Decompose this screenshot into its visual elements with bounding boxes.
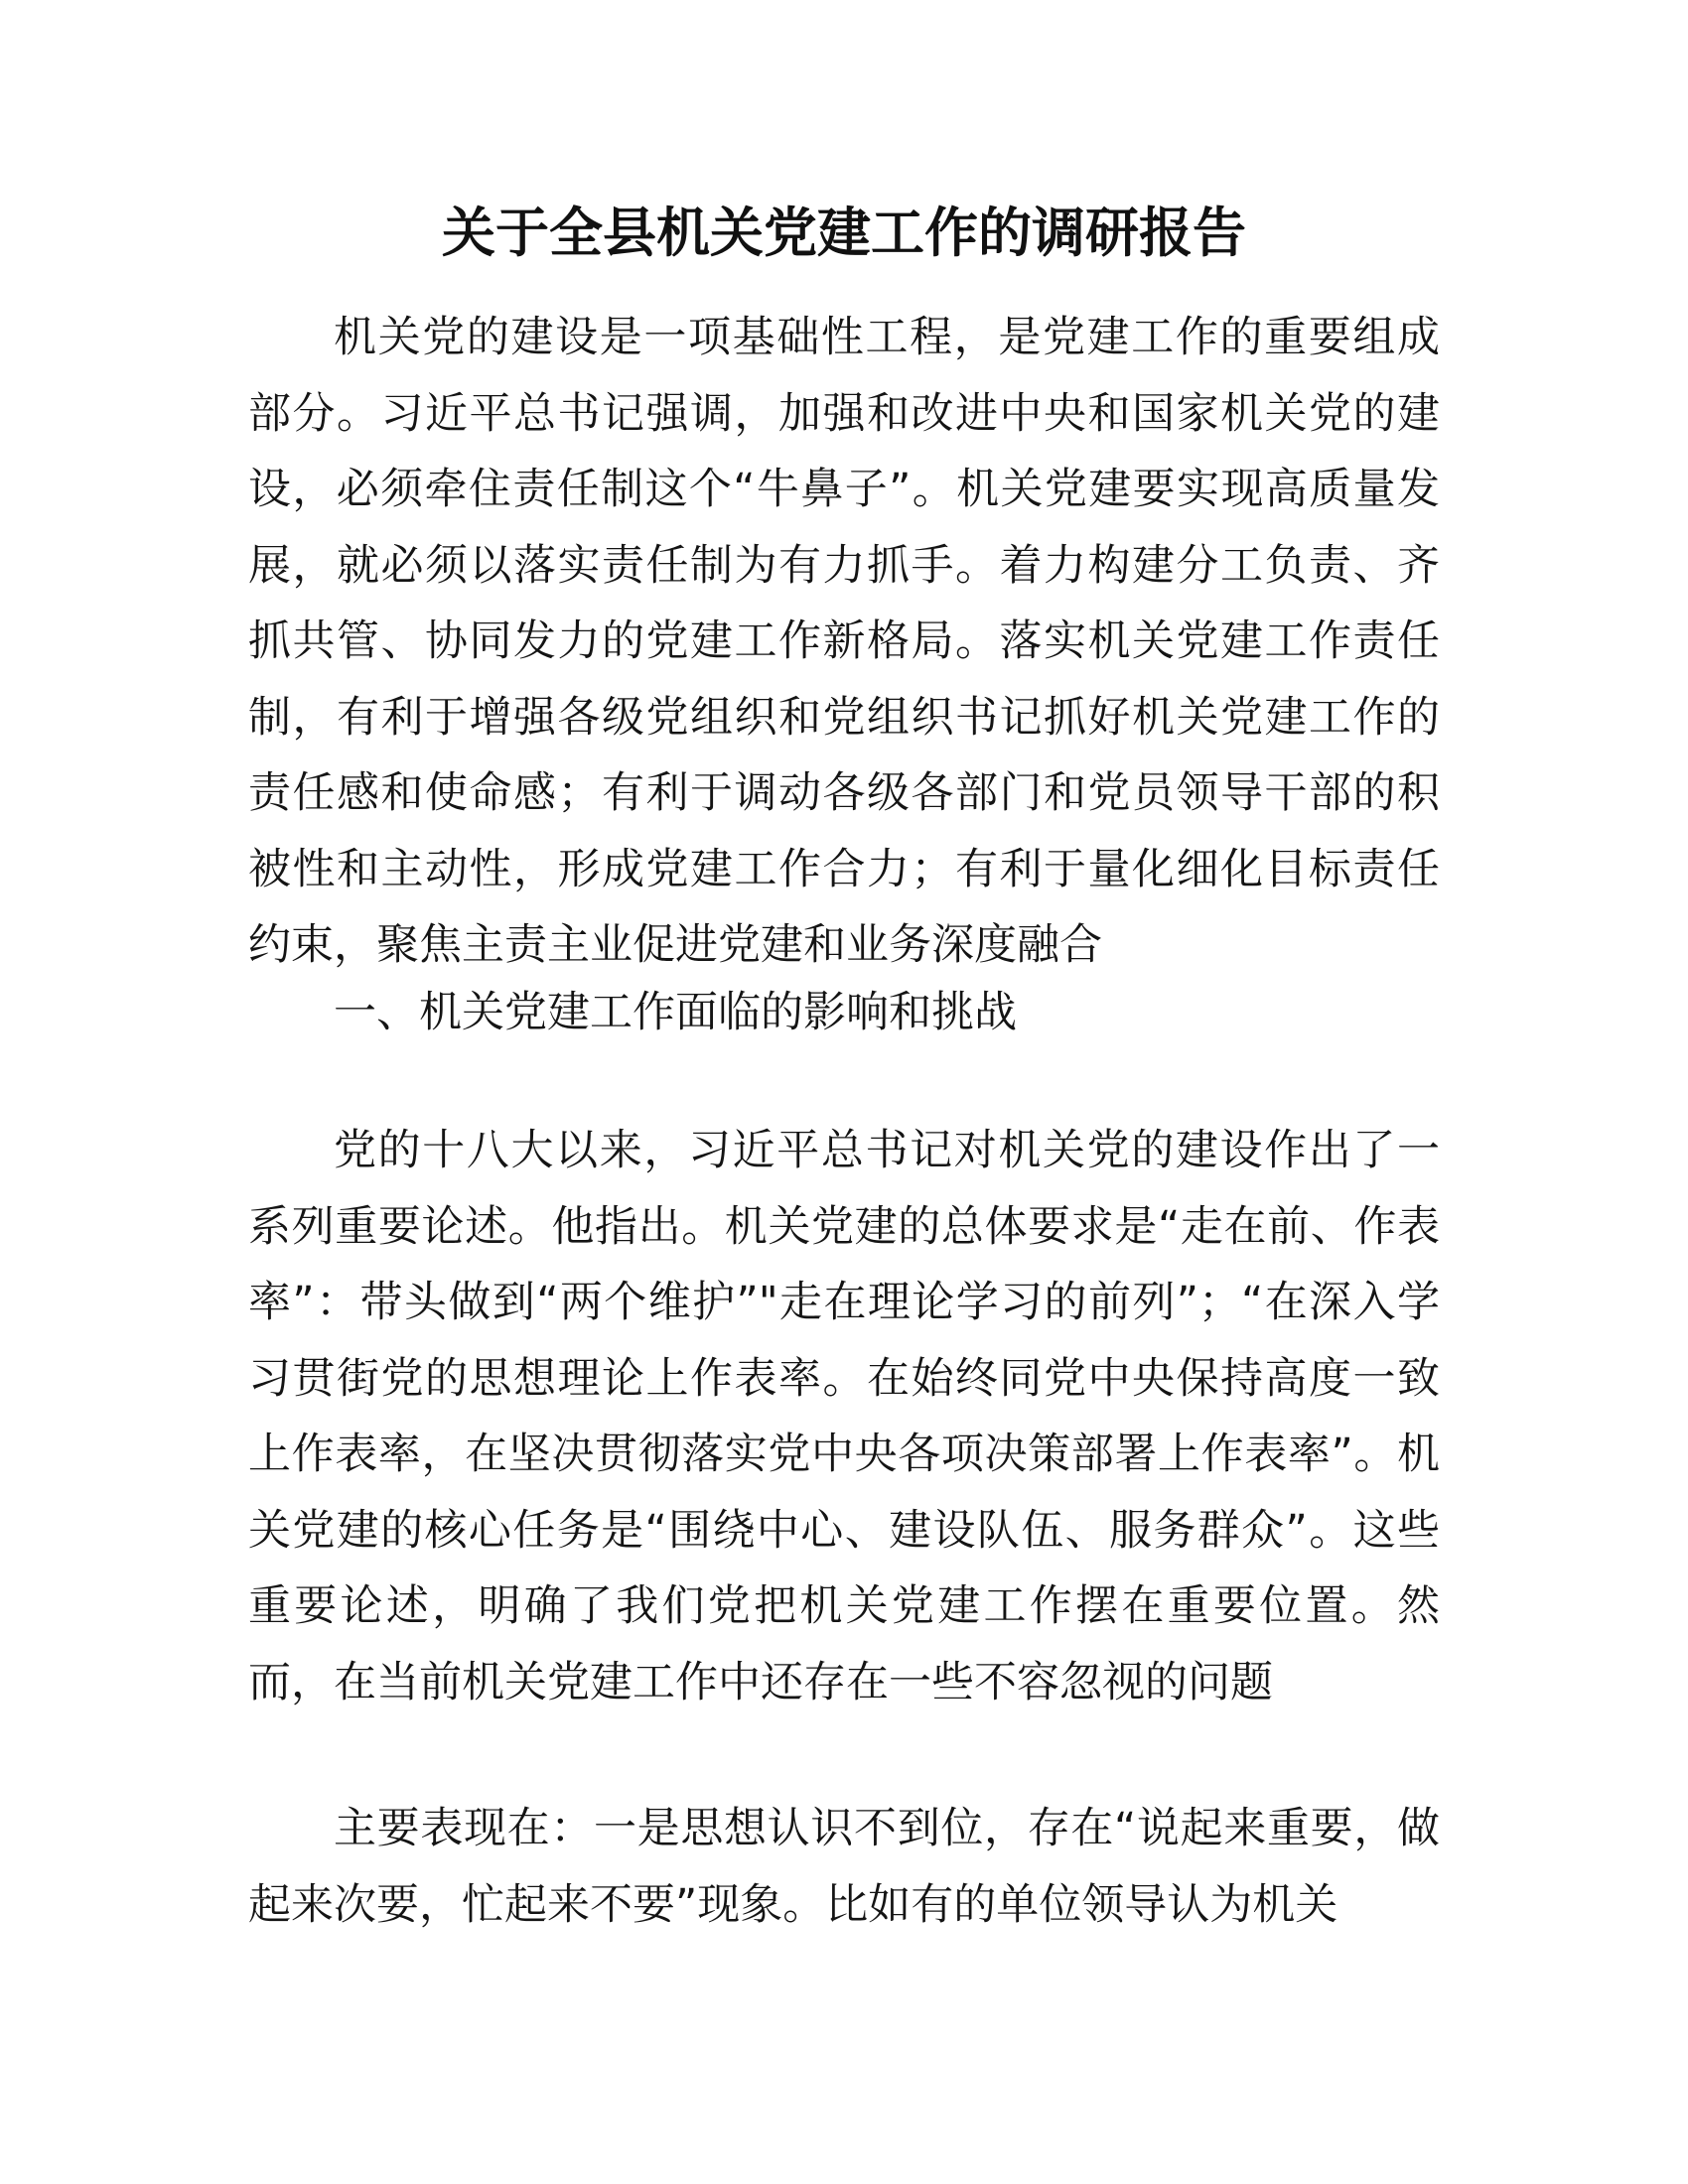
document-title: 关于全县机关党建工作的调研报告 [442,202,1246,264]
paragraph-section-1: 党的十八大以来，习近平总书记对机关党的建设作出了一系列重要论述。他指出。机关党建的总体要求是“走在前、作表率”：带头做到“两个维护”"走在理论学习的前列”；“在深入学习贯街党的思想理论上作表率。在始终同党中央保持高度一致上作表率，在坚决贯彻落实党中央各项决策部署上作表率”。机关党建的核心任务是“围绕中心、建设队伍、服务群众”。这些重要论述，明确了我们党把机关党建工作摆在重要位置。然而，在当前机关党建工作中还存在一些不容忽视的问题 [248,1126,1440,1707]
paragraph-intro: 机关党的建设是一项基础性工程，是党建工作的重要组成部分。习近平总书记强调，加强和改进中央和国家机关党的建设，必须牵住责任制这个“牛鼻子”。机关党建要实现高质量发展，就必须以落实责任制为有力抓手。着力构建分工负责、齐抓共管、协同发力的党建工作新格局。落实机关党建工作责任制，有利于增强各级党组织和党组织书记抓好机关党建工作的责任感和使命感；有利于调动各级各部门和党员领导干部的积被性和主动性，形成党建工作合力；有利于量化细化目标责任约束，聚焦主责主业促进党建和业务深度融合 [248,313,1440,970]
section-heading-1: 一、机关党建工作面临的影响和挑战 [334,988,1017,1037]
paragraph-problems: 主要表现在：一是思想认识不到位，存在“说起来重要，做起来次要，忙起来不要”现象。比如有的单位领导认为机关 [248,1804,1440,1930]
